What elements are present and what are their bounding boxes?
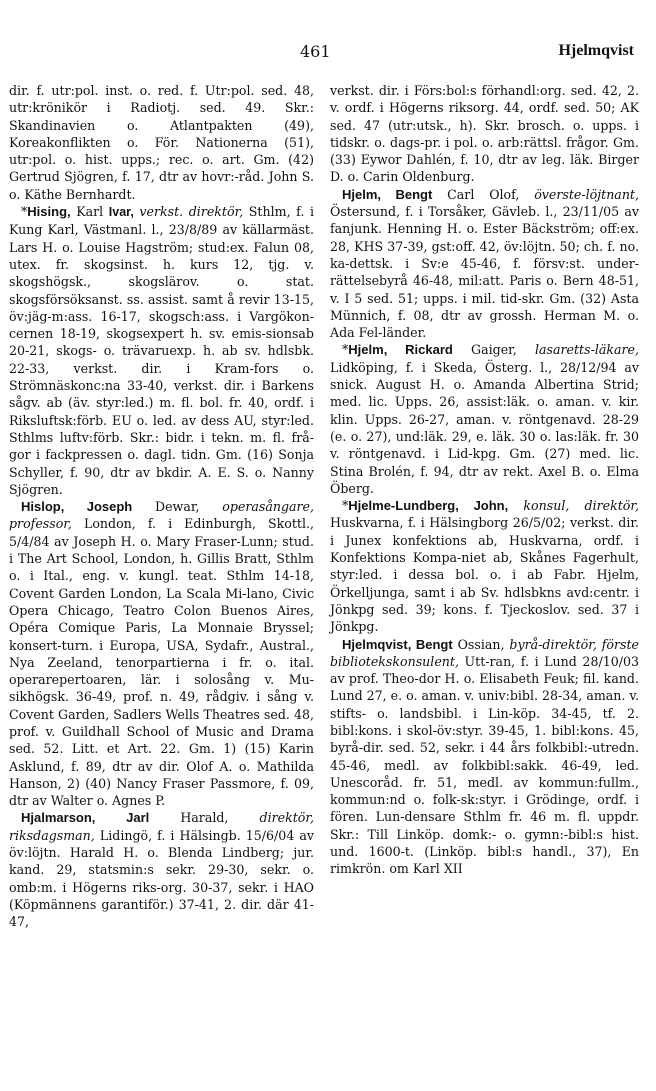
entry-given-name: Ivar,	[108, 205, 134, 220]
entry-surname: Hislop, Joseph	[21, 499, 133, 515]
entry-surname: Hjelm, Rickard	[348, 342, 453, 358]
entry-hjelme-lundberg: *Hjelme-Lundberg, John, konsul, direktör, Huskvarna, f. i Hälsingborg 26/5/02; verkst. dir. i Junex konfektions ab, Huskvarna, ordf. i Konfektions Kompa-niet ab, Skånes Fagerhult, styr:led. i dessa bol. o. i ab Fabr. Hjelm, Örkelljunga, samt i ab Sv. hdlsbkns avd:centr. i Jönkpg sed. 39; kons. f. Tjeckoslov. sed. 37 i Jönkpg.	[330, 498, 639, 635]
entry-continuation: verkst. dir. i Förs:bol:s förhandl:org. sed. 42, 2. v. ordf. i Högerns riksorg. 44, ordf. sed. 50; AK sed. 47 (utr:utsk., h). Skr. brosch. o. upps. i tidskr. o. dags-pr. i pol. o. arb:rättsl. frågor. Gm. (33) Eywor Dahlén, f. 10, dtr av leg. läk. Birger D. o. Carin Oldenburg.	[330, 83, 639, 185]
page-header	[0, 42, 656, 66]
entry-surname: Hjalmarson, Jarl	[21, 810, 150, 826]
entry-surname: Hising,	[27, 204, 71, 220]
entry-hising: *Hising, Karl Ivar, verkst. direktör, Sthlm, f. i Kung Karl, Västmanl. l., 23/8/89 av källarmäst. Lars H. o. Louise Hagström; stud:ex. Falun 08, utex. fr. skogsinst. h. kurs 12, tjg. v. skogshögsk., skogslärov. o. stat. skogsförsöksanst. ss. assist. samt å revir 13-15, öv:jäg-m:ass. 16-17, skogsch:ass. i Vargökon-cernen 18-19, skogsexpert h. sv. emis-sionsab 20-21, skogs- o. trävaruexp. h. ab sv. hdlsbk. 22-33, verkst. dir. i Kram-fors o. Strömnäskonc:na 33-40, verkst. dir. i Barkens sågv. ab (äv. styr:led.) m. fl. bol. fr. 40, ordf. i Riksluftsk:förb. EU o. led. av dess AU, styr:led. Sthlms luftv:förb. Skr.: bidr. i tekn. m. fl. frå-gor i fackpressen o. dagl. tidn. Gm. (16) Sonja Schyller, f. 90, dtr av bkdir. A. E. S. o. Nanny Sjögren.	[9, 204, 314, 497]
entry-surname: Hjelme-Lundberg, John,	[348, 498, 509, 514]
page-number: 461	[300, 42, 331, 61]
entry-title: verkst. direktör,	[133, 204, 244, 220]
left-column	[9, 82, 314, 931]
entry-title: direktör, riksdagsman,	[9, 810, 314, 843]
entry-surname: Hjelm, Bengt	[342, 186, 433, 202]
entry-title: lasaretts-läkare,	[535, 342, 639, 358]
entry-hjelmqvist: Hjelmqvist, Bengt Ossian, byrå-direktör, förste bibliotekskonsulent, Utt-ran, f. i Lund 28/10/03 av prof. Theo-dor H. o. Elisabeth Feuk; fil. kand. Lund 27, e. o. aman. v. univ:bibl. 28-34, aman. v. stifts- o. landsbibl. i Lin-köp. 34-45, tf. 2. bibl:kons. i skol-öv:styr. 39-45, 1. bibl:kons. 45, byrå-dir. sed. 52, sekr. i 44 års folkbibl:-utredn. 45-46, medl. av folkbibl:sakk. 46-49, led. Unescoråd. fr. 51, medl. av kommun:fullm., kommun:nd o. folk-sk:styr. i Grödinge, ordf. i fören. Lun-densare Sthlm fr. 46 m. fl. uppdr. Skr.: Till Linköp. domk:- o. gymn:-bibl:s hist. und. 1600-t. (Linköp. bibl:s handl., 37), En rimkrön. om Karl XII	[330, 636, 640, 877]
entry-title: byrå-direktör, förste bibliotekskonsulent,	[330, 636, 639, 669]
entry-title: överste-löjtnant,	[534, 186, 639, 202]
entry-surname: Hjelmqvist, Bengt	[342, 636, 453, 652]
right-column	[330, 82, 639, 878]
entry-title: konsul, direktör,	[523, 498, 639, 514]
entry-hjalmarson: Hjalmarson, Jarl Harald, direktör, riksdagsman, Lidingö, f. i Hälsingb. 15/6/04 av öv:löjtn. Harald H. o. Blenda Lindberg; jur. kand. 29, statsmin:s sekr. 29-30, sekr. o. omb:m. i Högerns riks-org. 30-37, sekr. i HAO (Köpmännens garantiför.) 37-41, 2. dir. där 41-47,	[9, 810, 314, 930]
running-head: Hjelmqvist	[558, 42, 634, 59]
entry-hjelm-bengt: Hjelm, Bengt Carl Olof, överste-löjtnant, Östersund, f. i Torsåker, Gävleb. l., 23/11/05 av fanjunk. Henning H. o. Ester Bäckström; off:ex. 28, KHS 37-39, gst:off. 42, öv:löjtn. 50; ch. f. no. ka-dettsk. i Sv:e 45-46, f. försv:st. under-rättelsebyrå 46-48, mil:att. Paris o. Bern 48-51, v. I 5 sed. 51; upps. i mil. tid-skr. Gm. (32) Asta Münnich, f. 08, dtr av grossh. Herman M. o. Ada Fel-länder.	[330, 186, 639, 341]
entry-continuation: dir. f. utr:pol. inst. o. red. f. Utr:pol. sed. 48, utr:krönikör i Radiotj. sed. 49. Skr.: Skandinavien o. Atlantpakten (49), Koreakonflikten o. För. Nationerna (51), utr:pol. o. hist. upps.; rec. o. art. Gm. (42) Gertrud Sjögren, f. 17, dtr av hovr:-råd. John S. o. Käthe Bernhardt.	[9, 83, 314, 202]
entry-title: operasångare, professor,	[9, 499, 315, 532]
entry-hjelm-rickard: *Hjelm, Rickard Gaiger, lasaretts-läkare, Lidköping, f. i Skeda, Österg. l., 28/12/94 av snick. August H. o. Amanda Albertina Strid; med. lic. Upps. 26, assist:läk. o. aman. v. kir. klin. Upps. 26-27, aman. v. röntgenavd. 28-29 (e. o. 27), und:läk. 29, e. läk. 30 o. las:läk. fr. 30 v. röntgenavd. i Lid-kpg. Gm. (27) med. lic. Stina Brolén, f. 94, dtr av rekt. Axel B. o. Elma Öberg.	[330, 342, 639, 496]
entry-hislop: Hislop, Joseph Dewar, operasångare, professor, London, f. i Edinburgh, Skottl., 5/4/84 av Joseph H. o. Mary Fraser-Lunn; stud. i The Art School, London, h. Gillis Bratt, Sthlm o. i Ital., eng. v. kungl. teat. Sthlm 14-18, Covent Garden London, La Scala Mi-lano, Civic Opera Chicago, Teatro Colon Buenos Aires, Opéra Comique Paris, La Monnaie Bryssel; konsert-turn. i Europa, USA, Sydafr., Austral., Nya Zeeland, tenorpartierna i fr. o. ital. operarepertoaren, lär. i solosång v. Mu-sikhögsk. 36-49, prof. n. 49, rådgiv. i sång v. Covent Garden, Sadlers Wells Theatres sed. 48, prof. v. Guildhall School of Music and Drama sed. 52. Litt. et Art. 22. Gm. 1) (15) Karin Asklund, f. 89, dtr av dir. Olof A. o. Mathilda Hanson, 2) (40) Nancy Fraser Passmore, f. 09, dtr av Walter o. Agnes P.	[9, 499, 315, 809]
